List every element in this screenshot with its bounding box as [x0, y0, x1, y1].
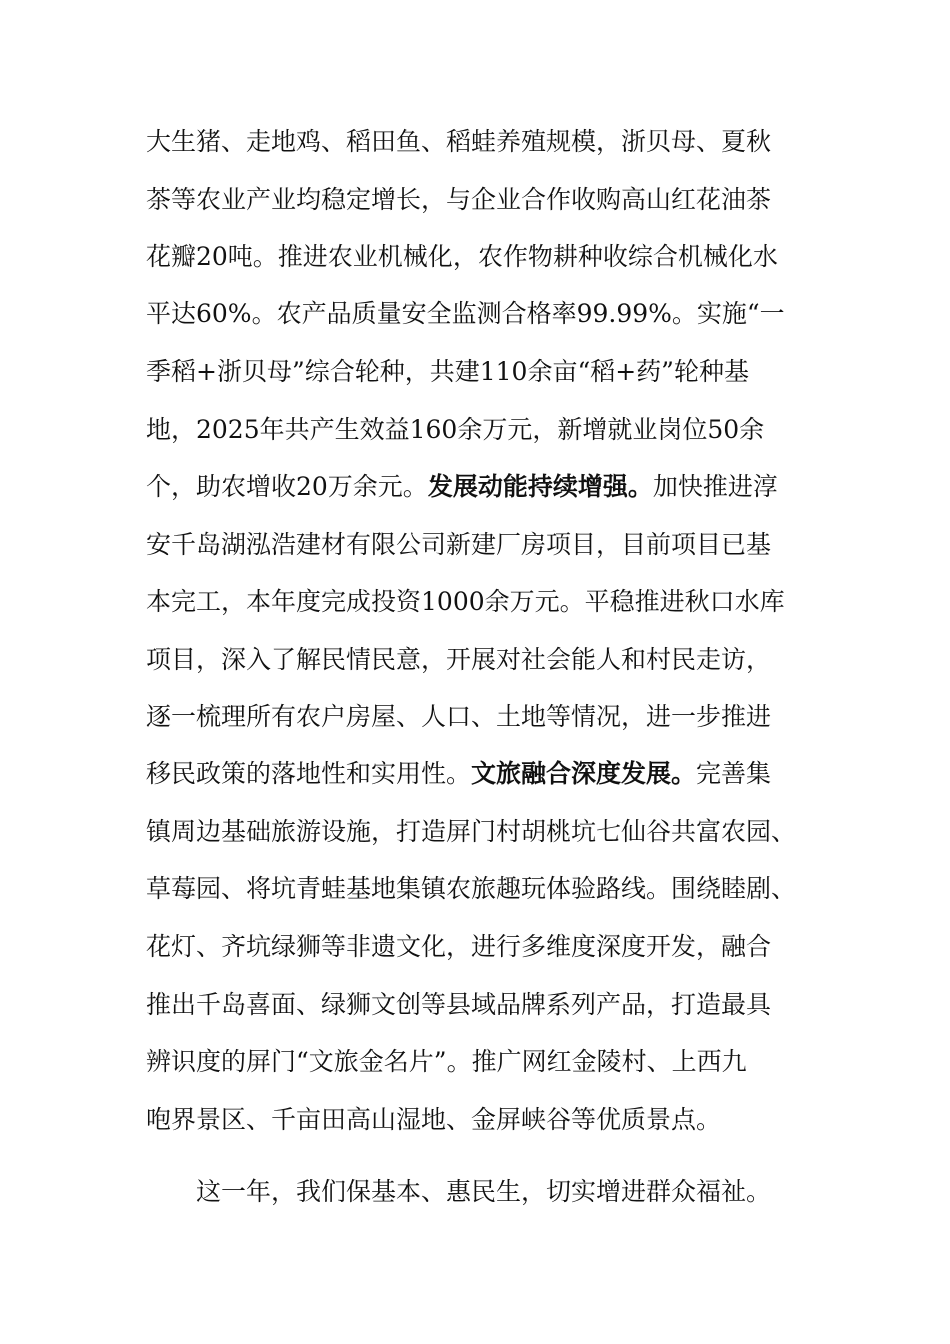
- text-span: 辨识度的屏门“文旅金名片”。推广网红金陵村、上西九: [146, 1047, 747, 1076]
- text-line-8: [146, 525, 810, 565]
- text-line-5: [146, 352, 810, 392]
- text-span: 本完工，本年度完成投资1000余万元。平稳推进秋口水库: [146, 587, 785, 616]
- text-line-12: [146, 754, 810, 794]
- text-span: 茶等农业产业均稳定增长，与企业合作收购高山红花油茶: [146, 185, 772, 214]
- text-line-11: [146, 697, 810, 737]
- text-span: 安千岛湖泓浩建材有限公司新建厂房项目，目前项目已基: [146, 530, 772, 559]
- text-span: 镇周边基础旅游设施，打造屏门村胡桃坑七仙谷共富农园、: [146, 817, 797, 846]
- text-span: 咆界景区、千亩田高山湿地、金屏峡谷等优质景点。: [146, 1105, 722, 1134]
- text-line-17: [146, 1042, 810, 1082]
- text-span: 花瓣20吨。推进农业机械化，农作物耕种收综合机械化水: [146, 242, 778, 271]
- text-span: 这一年，我们保基本、惠民生，切实增进群众福祉。: [196, 1177, 772, 1206]
- text-span: 个，助农增收20万余元。: [146, 472, 428, 501]
- text-line-9: [146, 582, 810, 622]
- text-span: 加快推进淳: [652, 472, 778, 501]
- text-line-10: [146, 640, 810, 680]
- text-line-1: [146, 122, 810, 162]
- text-span: 季稻+浙贝母”综合轮种，共建110余亩“稻+药”轮种基: [146, 357, 749, 386]
- text-span: 完善集: [696, 759, 772, 788]
- text-line-2: [146, 180, 810, 220]
- text-line-14: [146, 869, 810, 909]
- text-line-15: [146, 927, 810, 967]
- text-line-6: [146, 410, 810, 450]
- text-line-16: [146, 985, 810, 1025]
- text-span: 大生猪、走地鸡、稻田鱼、稻蛙养殖规模，浙贝母、夏秋: [146, 127, 772, 156]
- text-line-13: [146, 812, 810, 852]
- text-line-4: [146, 294, 810, 334]
- paragraph-start-line: [196, 1172, 860, 1212]
- text-span: 逐一梳理所有农户房屋、人口、土地等情况，进一步推进: [146, 702, 772, 731]
- text-span: 项目，深入了解民情民意，开展对社会能人和村民走访，: [146, 645, 772, 674]
- text-span: 推出千岛喜面、绿狮文创等县域品牌系列产品，打造最具: [146, 990, 772, 1019]
- text-line-18: [146, 1100, 810, 1140]
- text-line-7: [146, 467, 810, 507]
- bold-heading-development-momentum: 发展动能持续增强。: [427, 472, 653, 501]
- text-span: 花灯、齐坑绿狮等非遗文化，进行多维度深度开发，融合: [146, 932, 772, 961]
- bold-heading-culture-tourism: 文旅融合深度发展。: [471, 759, 697, 788]
- text-span: 移民政策的落地性和实用性。: [146, 759, 472, 788]
- text-span: 平达60%。农产品质量安全监测合格率99.99%。实施“一: [146, 299, 785, 328]
- text-span: 地，2025年共产生效益160余万元，新增就业岗位50余: [146, 415, 765, 444]
- text-line-3: [146, 237, 810, 277]
- text-span: 草莓园、将坑青蛙基地集镇农旅趣玩体验路线。围绕睦剧、: [146, 874, 797, 903]
